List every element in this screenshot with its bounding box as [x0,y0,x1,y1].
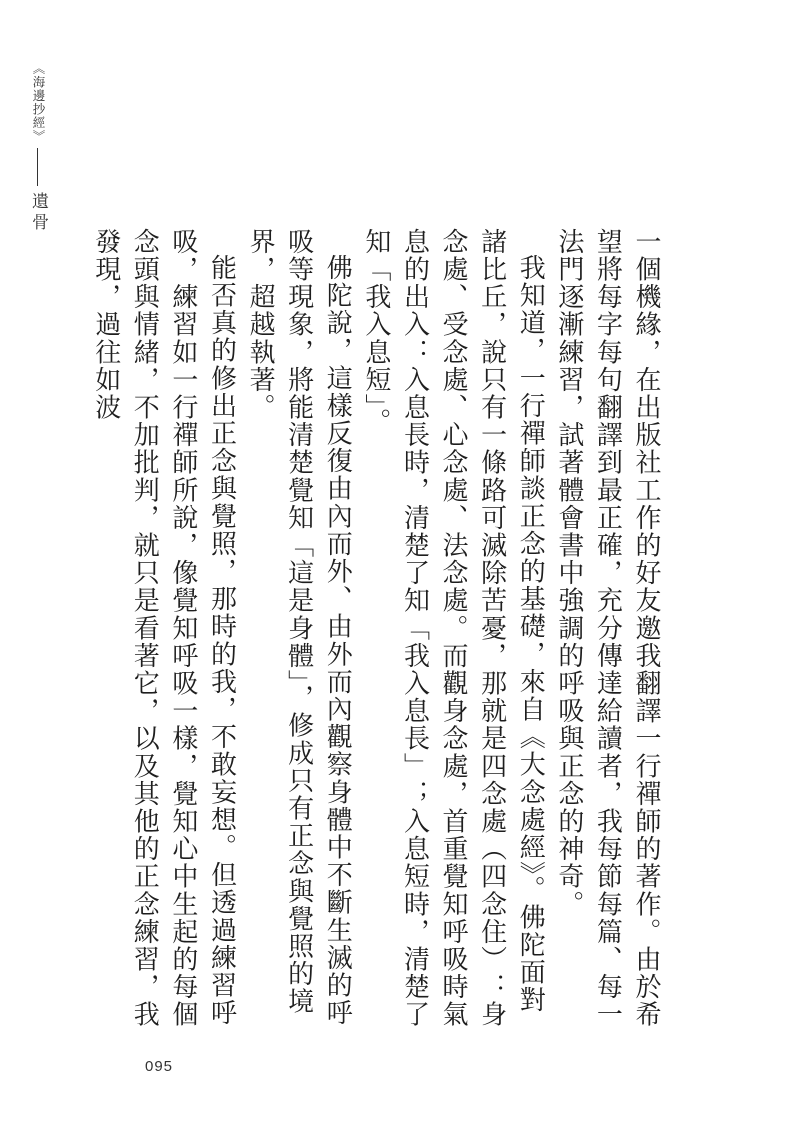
running-head-rule [37,148,38,186]
paragraph-1: 一個機緣，在出版社工作的好友邀我翻譯一行禪師的著作。由於希望將每字每句翻譯到最正確，充分傳達給讀者，我每節每篇、每一法門逐漸練習，試著體會書中強調的呼吸與正念的神奇。 [553,228,661,1029]
page-number: 095 [145,1058,174,1075]
chapter-title: 遺骨 [28,192,48,234]
body-text [90,228,665,1038]
paragraph-3: 佛陀說，這樣反復由內而外、由外而內觀察身體中不斷生滅的呼吸等現象，將能清楚覺知「這是身體」，修成只有正念與覺照的境界，超越執著。 [245,228,353,1027]
running-head [26,62,50,232]
paragraph-4: 能否真的修出正念與覺照，那時的我，不敢妄想。但透過練習呼吸，練習如一行禪師所說，像覺知呼吸一樣，覺知心中生起的每個念頭與情緒，不加批判，就只是看著它，以及其他的正念練習，我發現，過往如波 [90,228,237,1029]
book-title: 《海邊抄經》 [31,62,46,143]
paragraph-2: 我知道，一行禪師談正念的基礎，來自《大念處經》。佛陀面對諸比丘，說只有一條路可滅除苦憂，那就是四念處（四念住）：身念處、受念處、心念處、法念處。而觀身念處，首重覺知呼吸時氣息的出入：入息長時，清楚了知「我入息長」；入息短時，清楚了知「我入息短」。 [360,228,546,1029]
